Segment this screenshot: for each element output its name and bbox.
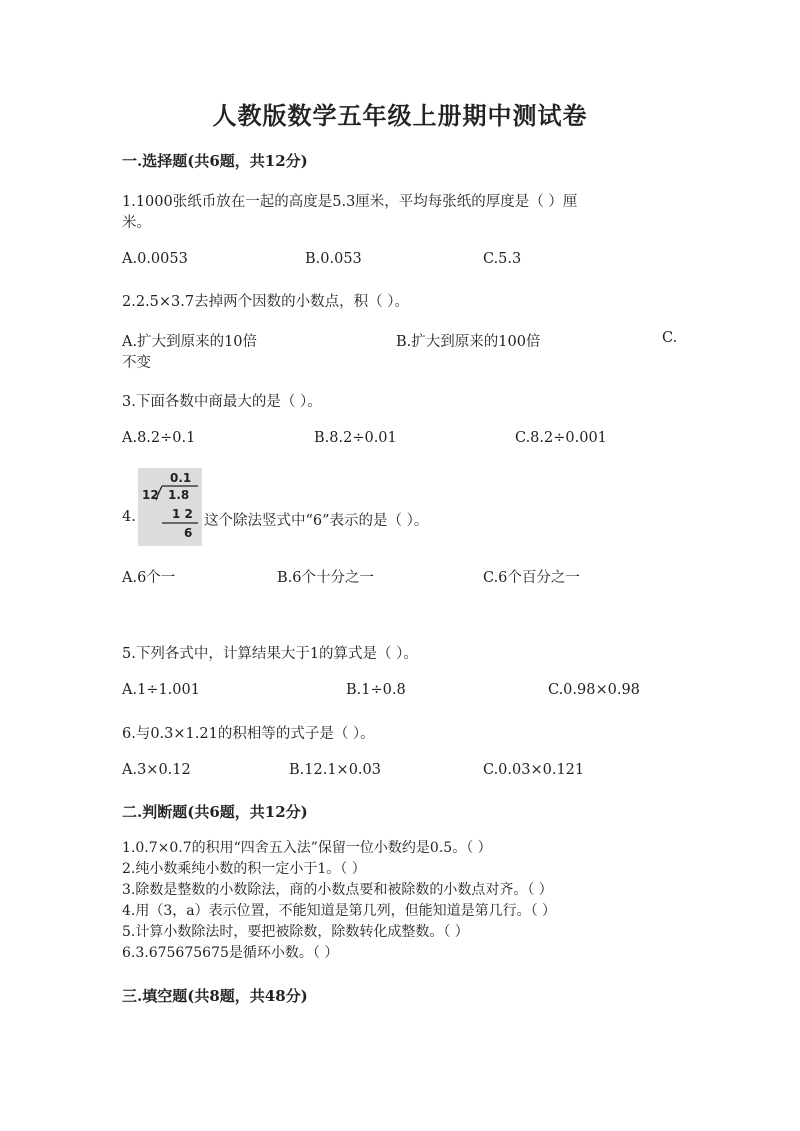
- judgement-item-5: 5.计算小数除法时，要把被除数，除数转化成整数。（ ）: [122, 924, 469, 940]
- page-title: 人教版数学五年级上册期中测试卷: [212, 101, 588, 130]
- division-product: 1 2: [172, 507, 193, 521]
- question-2-line1: 2.2.5×3.7去掉两个因数的小数点，积（ ）。: [122, 294, 409, 310]
- question-6-option-b: B.12.1×0.03: [289, 762, 381, 778]
- question-3-option-a: A.8.2÷0.1: [122, 430, 196, 446]
- question-4-option-b: B.6个十分之一: [277, 570, 374, 586]
- question-3-option-c: C.8.2÷0.001: [515, 430, 607, 446]
- question-4-option-c: C.6个百分之一: [483, 570, 580, 586]
- section-heading-choice: 一.选择题(共6题，共12分): [122, 152, 308, 170]
- question-1-option-a: A.0.0053: [122, 251, 188, 267]
- question-5-option-a: A.1÷1.001: [122, 682, 200, 698]
- question-4-option-a: A.6个一: [122, 570, 176, 586]
- question-2-option-a: A.扩大到原来的10倍: [122, 334, 258, 350]
- question-1-option-c: C.5.3: [483, 251, 522, 267]
- division-divisor: 12: [142, 488, 159, 502]
- question-1-line2: 米。: [122, 215, 151, 231]
- question-3-line1: 3.下面各数中商最大的是（ ）。: [122, 394, 322, 410]
- question-6-line1: 6.与0.3×1.21的积相等的式子是（ ）。: [122, 726, 375, 742]
- section-heading-fill-blank: 三.填空题(共8题，共48分): [122, 987, 308, 1005]
- question-5-option-c: C.0.98×0.98: [548, 682, 640, 698]
- question-1-line1: 1.1000张纸币放在一起的高度是5.3厘米，平均每张纸的厚度是（ ）厘: [122, 194, 578, 210]
- question-4-number: 4.: [122, 509, 136, 525]
- division-quotient: 0.1: [170, 471, 192, 485]
- question-5-line1: 5.下列各式中，计算结果大于1的算式是（ ）。: [122, 646, 418, 662]
- judgement-item-1: 1.0.7×0.7的积用“四舍五入法”保留一位小数约是0.5。（ ）: [122, 840, 492, 856]
- long-division-figure: [138, 468, 202, 546]
- question-2-option-c: C.: [662, 330, 678, 346]
- judgement-item-2: 2.纯小数乘纯小数的积一定小于1。（ ）: [122, 861, 366, 877]
- division-dividend: 1.8: [168, 488, 190, 502]
- question-2-option-b: B.扩大到原来的100倍: [396, 334, 541, 350]
- question-4-text: 这个除法竖式中“6”表示的是（ ）。: [204, 513, 429, 529]
- section-heading-judgement: 二.判断题(共6题，共12分): [122, 803, 308, 821]
- question-2-option-c-text: 不变: [122, 355, 151, 371]
- judgement-item-3: 3.除数是整数的小数除法，商的小数点要和被除数的小数点对齐。（ ）: [122, 882, 553, 898]
- division-remainder: 6: [184, 526, 193, 540]
- judgement-item-4: 4.用（3，a）表示位置，不能知道是第几列，但能知道是第几行。（ ）: [122, 903, 557, 919]
- judgement-item-6: 6.3.675675675是循环小数。（ ）: [122, 945, 339, 961]
- question-5-option-b: B.1÷0.8: [346, 682, 406, 698]
- question-6-option-c: C.0.03×0.121: [483, 762, 585, 778]
- question-1-option-b: B.0.053: [305, 251, 362, 267]
- question-3-option-b: B.8.2÷0.01: [314, 430, 397, 446]
- question-6-option-a: A.3×0.12: [122, 762, 191, 778]
